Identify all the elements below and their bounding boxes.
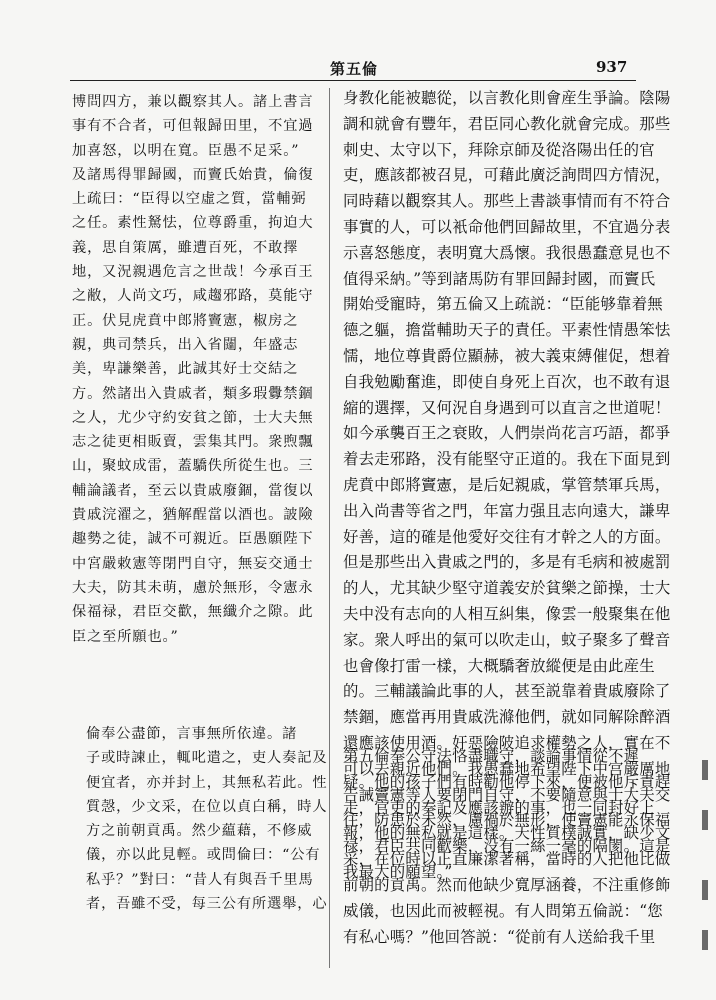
original-text-passage-2: 倫奉公盡節，言事無所依違。諸 子或時諫止，輒叱遣之，吏人奏記及 便宜者，亦并封上，其無私若此。性 質愨，少文采，在位以貞白稱，時人 方之前朝貢禹。然少藴藉，不修威 儀，亦以此見輕。或問倫曰：“公有 私乎？”對曰：“昔人有與吾千里馬 者，吾雖不受，每三公有所選舉，心 [86,726,328,913]
running-header-title: 第五倫 [330,60,379,78]
translation-passage-2: 第五倫奉公守法恪盡職守，談論事情從不遲 疑。他的孩子們有時勸他停下來，便被他斥責趕 走，官吏的奏記及應該辦的事，也一同封好上 報，他的無私就是這樣。天性質樸誠實，缺少文 采，在位時以正直廉潔著稱，當時的人把他比做 前朝的貢禹。然而他缺少寬厚涵養，不注重修飾 威儀，也因此而被輕視。有人問第五倫説：“您 有私心嗎？”他回答説：“從前有人送給我千里 [343,747,671,946]
scan-edge-mark [702,880,708,900]
page-number: 937 [596,58,628,76]
original-text-passage-1: 博問四方，兼以觀察其人。諸上書言 事有不合者，可但報歸田里，不宜過 加喜怒，以明在寬。臣愚不足采。” 及諸馬得罪歸國，而竇氏始貴，倫復 上疏曰：“臣得以空虛之質，當輔弼 之任。素性駑怯，位尊爵重，拘迫大 義，思自策厲，雖遭百死，不敢擇 地，又況親遇危言之世哉！今承百王 之敝，人尚文巧，咸趨邪路，莫能守 正。伏見虎賁中郎將竇憲，椒房之 親，典司禁兵，出入省闥，年盛志 美，卑謙樂善，此誠其好士交結之 方。然諸出入貴戚者，類多瑕釁禁錮 之人，尤少守約安貧之節，士大夫無 志之徒更相販賣，雲集其門。衆煦飄 山，聚蚊成雷，蓋驕佚所從生也。三 輔論議者，至云以貴戚廢錮，當復以 貴戚浣濯之，猶解酲當以酒也。詖險 趣勢之徒，誠不可親近。臣愚願陛下 中宮嚴敕憲等閉門自守，無妄交通士 大夫，防其未萌，慮於無形，令憲永 保福禄，君臣交歡，無纖介之隙。此 臣之至所願也。” [72,94,314,645]
scan-edge-mark [702,760,708,780]
translation-passage-1: 身教化能被聽從，以言教化則會産生爭論。陰陽 調和就會有豐年，君臣同心教化就會完成。那些 刺史、太守以下，拜除京師及從洛陽出任的官 吏，應該都被召見，可藉此廣泛詢問四方情況， 同時藉以觀察其人。那些上書談事情而有不符合 事實的人，可以衹命他們回歸故里，不宜過分表 示喜怒態度，表明寬大爲懷。我很愚蠢意見也不 值得采納。”等到諸馬防有罪回歸封國，而竇氏 開始受寵時，第五倫又上疏説：“臣能够靠着無 德之軀，擔當輔助天子的責任。平素性情愚笨怯 懦，地位尊貴爵位顯赫，被大義束縛催促，想着 自我勉勵奮進，即使自身死上百次，也不敢有退 縮的選擇，又何況自身遇到可以直言之世道呢！ 如今承襲百王之衰敗，人們崇尚花言巧語，都爭 着去走邪路，没有能堅守正道的。我在下面見到 虎賁中郎將竇憲，是后妃親戚，掌管禁軍兵馬， 出入尚書等省之門，年富力强且志向遠大，謙卑 好善，這的確是他愛好交往有才幹之人的方面。 但是那些出入貴戚之門的，多是有毛病和被處罰 的人，尤其缺少堅守道義安於貧樂之節操，士大 夫中没有志向的人相互糾集，像雲一般聚集在他 家。衆人呼出的氣可以吹走山，蚊子聚多了聲音 也會像打雷一樣，大概驕奢放縱便是由此産生 的。三輔議論此事的人，甚至説靠着貴戚廢除了 禁錮，應當再用貴戚洗滌他們，就如同解除醉酒 還應該使用酒。奸惡險陂追求權勢之人，實在不 可以去親近他們。我愚蠢地希望陛下中宫嚴厲地 告誡竇憲等人要閉門自守，不要隨意與士大夫交 往，防患於未然，慮禍於無形，使竇憲能永保福 禄，君臣共同歡樂，没有一絲一毫的隔閡。這是 我最大的願望。” [343,89,671,881]
column-divider [329,88,330,968]
header-rule [70,80,636,81]
scan-edge-mark [702,810,708,830]
scan-edge-mark [702,930,708,950]
